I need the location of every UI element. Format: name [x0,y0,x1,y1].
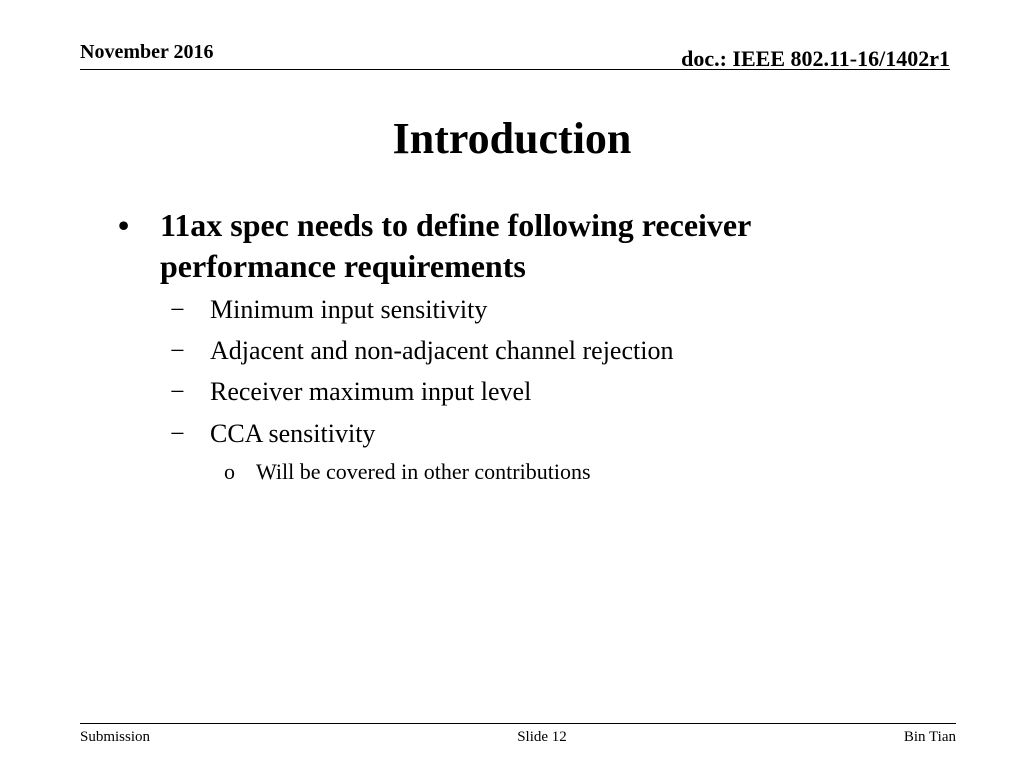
bullet-item [118,205,818,287]
sub-bullet-text: Minimum input sensitivity [210,295,488,324]
sub-bullet-item [170,418,375,450]
dash-marker: − [170,295,185,324]
sub-bullet-item [170,376,531,408]
footer-author: Bin Tian [903,729,956,745]
bullet-marker: • [118,207,130,243]
dash-marker: − [170,377,185,406]
sub-bullet-item [170,294,487,326]
bullet-text: 11ax spec needs to define following receiver performance requirements [160,207,751,284]
sub-bullet-item [170,335,673,367]
sub-bullet-text: Receiver maximum input level [210,377,532,406]
slide-title: Introduction [392,114,632,163]
circle-marker: o [224,459,235,484]
footer-submission: Submission [80,729,151,745]
dash-marker: − [170,336,185,365]
sub-bullet-text: CCA sensitivity [210,419,376,448]
footer-slide-number: Slide 12 [517,729,567,745]
sub-sub-bullet-item [224,458,591,486]
footer-divider [80,723,956,724]
header-date: November 2016 [80,41,214,63]
header-divider [80,69,950,70]
sub-sub-bullet-text: Will be covered in other contributions [256,459,591,484]
sub-bullet-text: Adjacent and non-adjacent channel rejection [210,336,674,365]
header-document-id: doc.: IEEE 802.11-16/1402r1 [681,46,950,71]
dash-marker: − [170,419,185,448]
